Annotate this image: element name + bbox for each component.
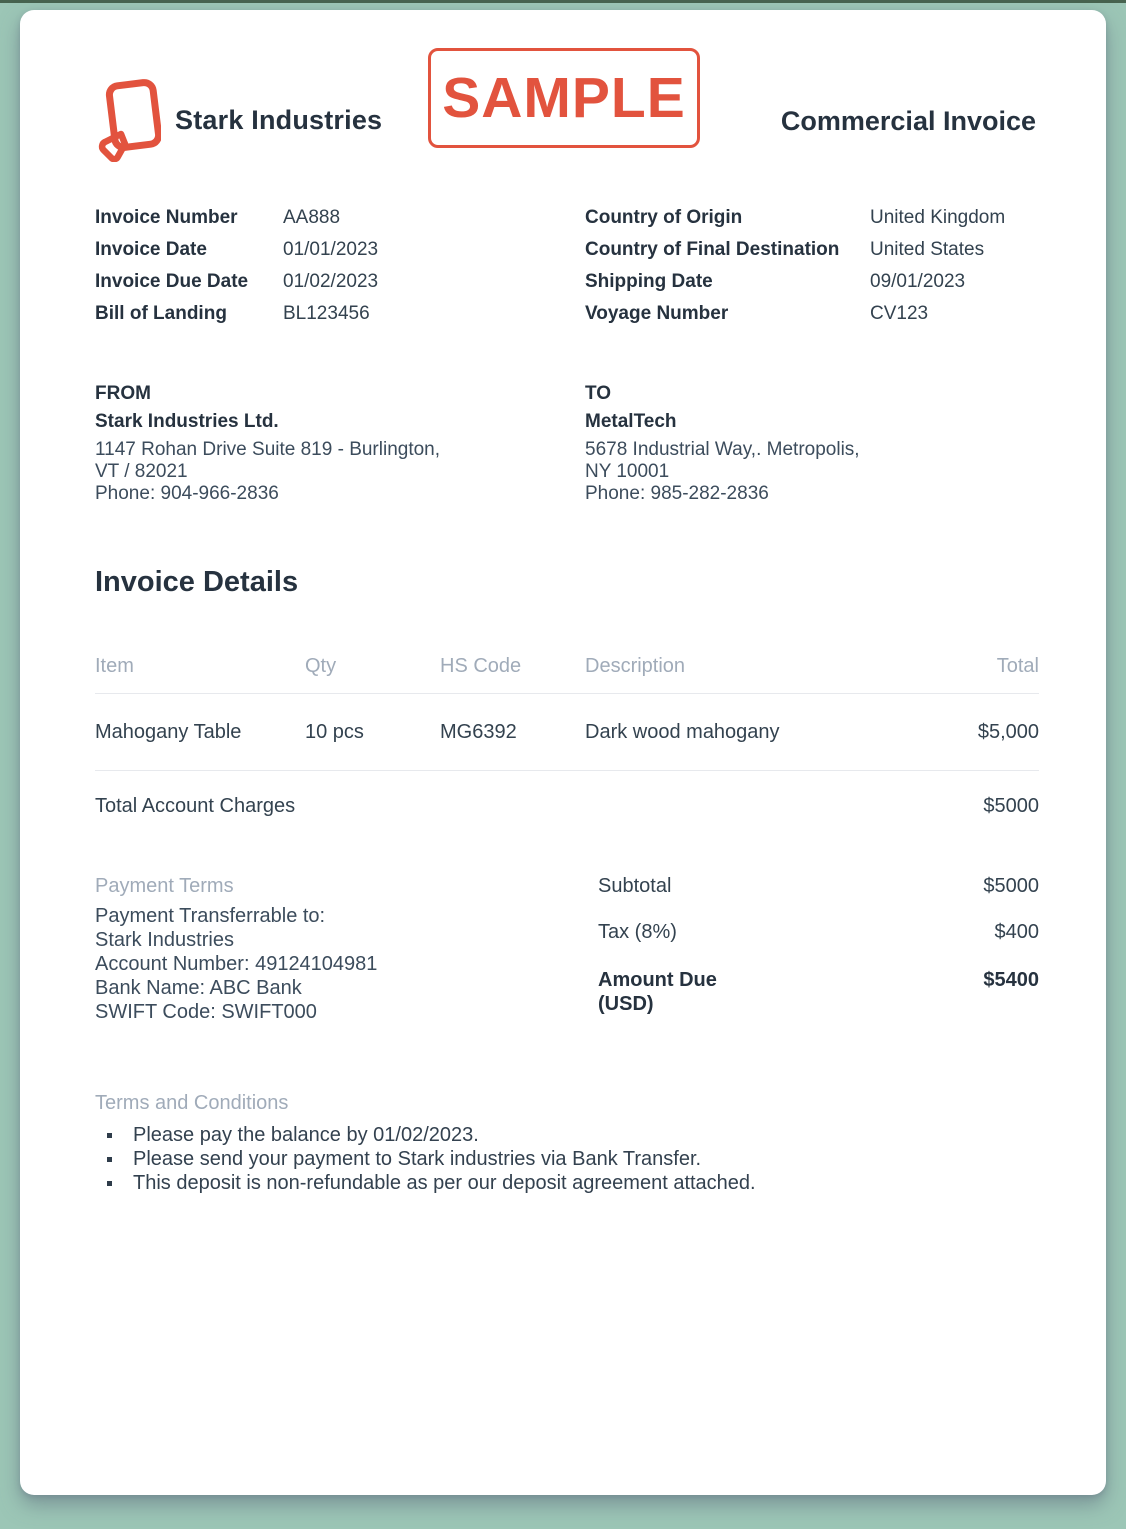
total-account-charges-row	[95, 771, 1039, 818]
qty-cell: 10 pcs	[305, 721, 364, 743]
payment-line-bank-name: Bank Name: ABC Bank	[95, 977, 302, 999]
invoice-date-value: 01/01/2023	[283, 239, 379, 260]
shipping-date-label: Shipping Date	[585, 271, 713, 292]
tax-row	[598, 920, 1039, 944]
total-cell: $5,000	[977, 721, 1039, 743]
voyage-number-label: Voyage Number	[585, 303, 729, 324]
bill-of-landing-label: Bill of Landing	[95, 303, 227, 324]
meta-row-country-destination	[585, 239, 1039, 271]
meta-row-invoice-due-date	[95, 271, 585, 303]
company-name: Stark Industries	[175, 104, 383, 135]
terms-item-non-refundable: This deposit is non-refundable as per our deposit agreement attached.	[103, 1171, 1039, 1195]
parties	[95, 383, 1039, 505]
meta-row-bill-of-landing	[95, 303, 585, 335]
page-background-strip	[0, 0, 1126, 3]
from-block	[95, 383, 585, 505]
from-address-line1: 1147 Rohan Drive Suite 819 - Burlington,	[95, 439, 441, 460]
payment-and-summary	[95, 874, 1039, 1024]
subtotal-value: $5000	[983, 875, 1039, 897]
to-phone: Phone: 985-282-2836	[585, 483, 769, 504]
invoice-date-label: Invoice Date	[95, 239, 207, 260]
meta-row-country-origin	[585, 207, 1039, 239]
invoice-number-value: AA888	[283, 207, 341, 228]
total-account-charges-value: $5000	[983, 795, 1039, 817]
to-company-name: MetalTech	[585, 411, 677, 432]
column-header-description: Description	[585, 655, 686, 677]
to-block	[585, 383, 1039, 505]
column-header-qty: Qty	[305, 655, 337, 677]
terms-list	[95, 1123, 1039, 1195]
meta-column-left	[95, 207, 585, 335]
bill-of-landing-value: BL123456	[283, 303, 370, 324]
payment-terms-heading: Payment Terms	[95, 875, 234, 897]
sample-stamp: SAMPLE	[428, 48, 700, 148]
from-address-line2: VT / 82021	[95, 461, 188, 482]
country-destination-label: Country of Final Destination	[585, 239, 840, 260]
subtotal-row	[598, 874, 1039, 898]
table-header-row	[95, 655, 1039, 694]
brand	[95, 78, 382, 162]
invoice-meta	[95, 207, 1039, 335]
terms-item-pay-balance: Please pay the balance by 01/02/2023.	[103, 1123, 1039, 1147]
meta-row-shipping-date	[585, 271, 1039, 303]
invoice-number-label: Invoice Number	[95, 207, 238, 228]
total-account-charges-label: Total Account Charges	[95, 795, 296, 817]
company-logo-icon	[95, 78, 161, 162]
to-address-line1: 5678 Industrial Way,. Metropolis,	[585, 439, 860, 460]
tax-value: $400	[994, 921, 1039, 943]
terms-item-bank-transfer: Please send your payment to Stark industries via Bank Transfer.	[103, 1147, 1039, 1171]
subtotal-label: Subtotal	[598, 875, 672, 897]
invoice-document	[20, 10, 1106, 1495]
meta-column-right	[585, 207, 1039, 335]
meta-row-invoice-number	[95, 207, 585, 239]
summary-block	[598, 874, 1039, 1024]
amount-due-row	[598, 968, 1039, 1016]
payment-terms-lines	[95, 904, 598, 1024]
column-header-item: Item	[95, 655, 134, 677]
country-origin-value: United Kingdom	[870, 207, 1006, 228]
payment-line-swift-code: SWIFT Code: SWIFT000	[95, 1001, 317, 1023]
terms-heading: Terms and Conditions	[95, 1092, 289, 1114]
invoice-items-table	[95, 655, 1039, 818]
payment-line-transferrable: Payment Transferrable to:	[95, 905, 326, 927]
invoice-due-date-value: 01/02/2023	[283, 271, 379, 292]
from-heading: FROM	[95, 383, 151, 404]
shipping-date-value: 09/01/2023	[870, 271, 966, 292]
terms-and-conditions	[95, 1091, 1039, 1195]
description-cell: Dark wood mahogany	[585, 721, 780, 743]
table-row	[95, 694, 1039, 771]
voyage-number-value: CV123	[870, 303, 929, 324]
from-phone: Phone: 904-966-2836	[95, 483, 279, 504]
country-destination-value: United States	[870, 239, 985, 260]
column-header-total: Total	[996, 655, 1039, 677]
tax-label: Tax (8%)	[598, 921, 677, 943]
amount-due-label: Amount Due (USD)	[598, 969, 717, 1015]
amount-due-value: $5400	[983, 969, 1039, 991]
invoice-details-heading: Invoice Details	[95, 566, 299, 598]
from-company-name: Stark Industries Ltd.	[95, 411, 279, 432]
hs-code-cell: MG6392	[440, 721, 517, 743]
item-cell: Mahogany Table	[95, 721, 242, 743]
payment-terms-block	[95, 874, 598, 1024]
to-heading: TO	[585, 383, 612, 404]
column-header-hs-code: HS Code	[440, 655, 522, 677]
to-address-line2: NY 10001	[585, 461, 670, 482]
payment-line-payee: Stark Industries	[95, 929, 234, 951]
payment-line-account-number: Account Number: 49124104981	[95, 953, 378, 975]
meta-row-voyage-number	[585, 303, 1039, 335]
meta-row-invoice-date	[95, 239, 585, 271]
document-title: Commercial Invoice	[780, 106, 1036, 136]
country-origin-label: Country of Origin	[585, 207, 743, 228]
invoice-due-date-label: Invoice Due Date	[95, 271, 249, 292]
